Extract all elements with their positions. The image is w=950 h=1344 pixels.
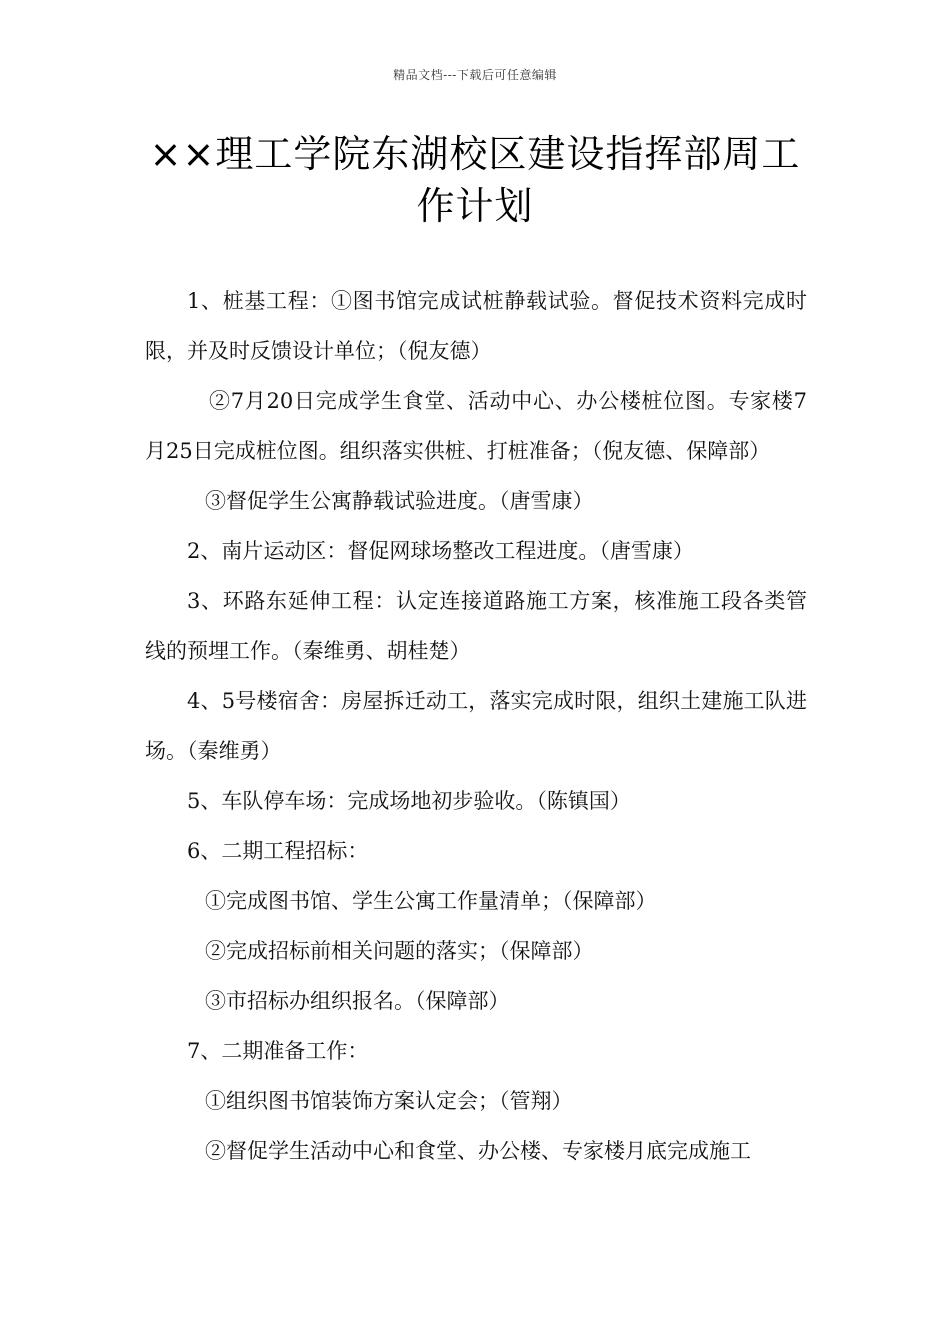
paragraph: ③督促学生公寓静载试验进度。（唐雪康） [205, 489, 594, 513]
paragraph: 3、环路东延伸工程：认定连接道路施工方案，核准施工段各类管线的预埋工作。（秦维勇、胡桂楚） [145, 589, 807, 663]
paragraph: ②完成招标前相关问题的落实；（保障部） [205, 939, 594, 963]
paragraph: 6、二期工程招标： [187, 839, 369, 863]
paragraph: ②督促学生活动中心和食堂、办公楼、专家楼月底完成施工 [205, 1139, 751, 1163]
paragraph: ②7月20日完成学生食堂、活动中心、办公楼桩位图。专家楼7月25日完成桩位图。组织落实供桩、打桩准备；（倪友德、保障部） [145, 389, 807, 463]
paragraph: 4、5号楼宿舍：房屋拆迁动工，落实完成时限，组织土建施工队进场。（秦维勇） [145, 689, 807, 763]
paragraph: 7、二期准备工作： [187, 1039, 369, 1063]
paragraph: 1、桩基工程：①图书馆完成试桩静载试验。督促技术资料完成时限，并及时反馈设计单位；（倪友德） [145, 289, 807, 363]
paragraph: 5、车队停车场：完成场地初步验收。（陈镇国） [187, 789, 631, 813]
header-note: 精品文档---下载后可任意编辑 [393, 68, 557, 82]
document-body [145, 276, 807, 1176]
paragraph: ①完成图书馆、学生公寓工作量清单；（保障部） [205, 889, 657, 913]
document-title: ××理工学院东湖校区建设指挥部周工作计划 [149, 132, 801, 228]
paragraph: ①组织图书馆装饰方案认定会；（管翔） [205, 1089, 573, 1113]
paragraph: 2、南片运动区：督促网球场整改工程进度。（唐雪康） [187, 539, 694, 563]
paragraph: ③市招标办组织报名。（保障部） [205, 989, 510, 1013]
